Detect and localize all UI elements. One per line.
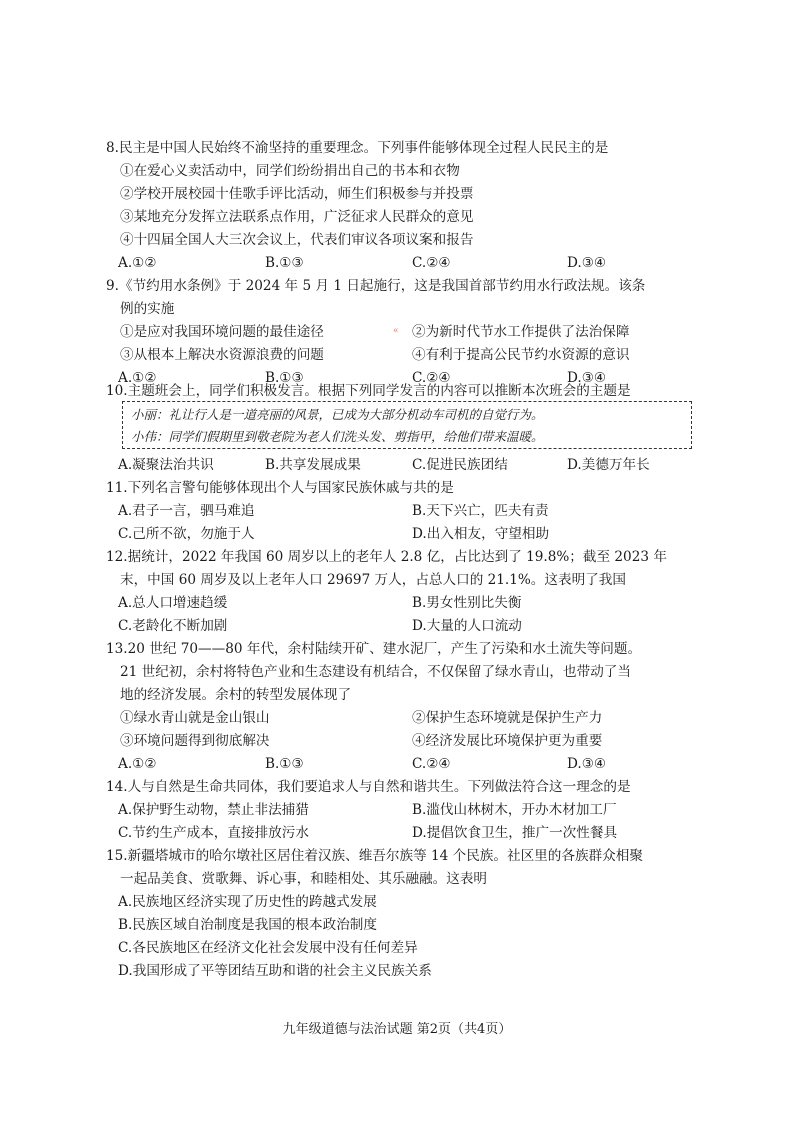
option-d: D.大量的人口流动: [412, 618, 522, 634]
statement-item: ①绿水青山就是金山银山: [120, 710, 270, 726]
option-c: C.②④: [412, 756, 451, 772]
statement-item: ②学校开展校园十佳歌手评比活动，师生们积极参与并投票: [120, 186, 474, 202]
question-stem: 10.主题班会上，同学们积极发言。根据下列同学发言的内容可以推断本次班会的主题是: [106, 383, 631, 399]
option-d: D.美德万年长: [567, 457, 650, 473]
option-c: C.己所不欲，勿施于人: [118, 526, 255, 542]
option-d: D.③④: [567, 756, 607, 772]
option-b: B.①③: [265, 255, 304, 271]
statement-item: ①在爱心义卖活动中，同学们纷纷捐出自己的书本和衣物: [120, 163, 460, 179]
option-a: A.君子一言，驷马难追: [118, 503, 255, 519]
question-stem: 14.人与自然是生命共同体，我们要追求人与自然和谐共生。下列做法符合这一理念的是: [106, 779, 631, 795]
option-a: A.①②: [118, 370, 157, 386]
question-stem: 11.下列名言警句能够体现出个人与国家民族休戚与共的是: [106, 480, 454, 496]
option-c: C.②④: [412, 255, 451, 271]
question-stem-continued: 一起品美食、赏歌舞、诉心事，和睦相处、其乐融融。这表明: [120, 871, 488, 887]
page-footer: 九年级道德与法治试题 第2页（共4页）: [282, 1022, 512, 1037]
question-stem-continued: 地的经济发展。余村的转型发展体现了: [120, 687, 352, 703]
option-d: D.出入相友，守望相助: [412, 526, 550, 542]
quote-line: 小丽：礼让行人是一道亮丽的风景，已成为大部分机动车司机的自觉行为。: [131, 407, 544, 422]
option-b: B.男女性别比失衡: [412, 595, 522, 611]
option-b: B.①③: [265, 756, 304, 772]
statement-item: ②为新时代节水工作提供了法治保障: [412, 324, 630, 340]
question-stem: 9.《节约用水条例》于 2024 年 5 月 1 日起施行，这是我国首部节约用水行政法规。该条: [106, 278, 646, 294]
question-stem-continued: 末，中国 60 周岁及以上老年人口 29697 万人，占总人口的 21.1%。这表明了我国: [120, 572, 626, 588]
quote-line: 小伟：同学们假期里到敬老院为老人们洗头发、剪指甲，给他们带来温暖。: [131, 429, 544, 444]
question-stem: 15.新疆塔城市的哈尔墩社区居住着汉族、维吾尔族等 14 个民族。社区里的各族群众相聚: [106, 848, 643, 864]
question-stem: 12.据统计，2022 年我国 60 周岁以上的老年人 2.8 亿，占比达到了 19.8%；截至 2023 年: [106, 549, 667, 565]
question-stem-continued: 21 世纪初，余村将特色产业和生态建设有机结合，不仅保留了绿水青山，也带动了当: [120, 664, 631, 680]
question-stem: 13.20 世纪 70——80 年代，余村陆续开矿、建水泥厂，产生了污染和水土流失等问题。: [106, 641, 642, 657]
option-d: D.③④: [567, 255, 607, 271]
statement-item: ④有利于提高公民节约水资源的意识: [412, 347, 630, 363]
statement-item: ③某地充分发挥立法联系点作用，广泛征求人民群众的意见: [120, 209, 474, 225]
option-d: D.我国形成了平等团结互助和谐的社会主义民族关系: [118, 963, 432, 979]
option-c: C.老龄化不断加剧: [118, 618, 228, 634]
option-a: A.①②: [118, 255, 157, 271]
question-stem: 8.民主是中国人民始终不渝坚持的重要理念。下列事件能够体现全过程人民民主的是: [106, 140, 609, 156]
quote-box: [122, 401, 692, 449]
option-b: B.滥伐山林树木，开办木材加工厂: [412, 802, 617, 818]
question-stem-continued: 例的实施: [120, 301, 175, 317]
option-a: A.民族地区经济实现了历史性的跨越式发展: [118, 894, 377, 910]
option-b: B.民族区域自治制度是我国的根本政治制度: [118, 917, 377, 933]
option-b: B.共享发展成果: [265, 457, 361, 473]
option-b: B.①③: [265, 370, 304, 386]
option-a: A.保护野生动物，禁止非法捕猎: [118, 802, 309, 818]
scan-mark: «: [393, 326, 399, 336]
option-a: A.总人口增速趋缓: [118, 595, 228, 611]
statement-item: ④十四届全国人大三次会议上，代表们审议各项议案和报告: [120, 232, 474, 248]
option-a: A.①②: [118, 756, 157, 772]
option-c: C.促进民族团结: [412, 457, 508, 473]
statement-item: ②保护生态环境就是保护生产力: [412, 710, 603, 726]
statement-item: ④经济发展比环境保护更为重要: [412, 733, 603, 749]
option-a: A.凝聚法治共识: [118, 457, 214, 473]
option-c: C.各民族地区在经济文化社会发展中没有任何差异: [118, 940, 418, 956]
option-c: C.②④: [412, 370, 451, 386]
option-c: C.节约生产成本，直接排放污水: [118, 825, 309, 841]
statement-item: ③从根本上解决水资源浪费的问题: [120, 347, 324, 363]
option-d: D.③④: [567, 370, 607, 386]
option-d: D.提倡饮食卫生，推广一次性餐具: [412, 825, 618, 841]
option-b: B.天下兴亡，匹夫有责: [412, 503, 549, 519]
statement-item: ③环境问题得到彻底解决: [120, 733, 270, 749]
statement-item: ①是应对我国环境问题的最佳途径: [120, 324, 324, 340]
